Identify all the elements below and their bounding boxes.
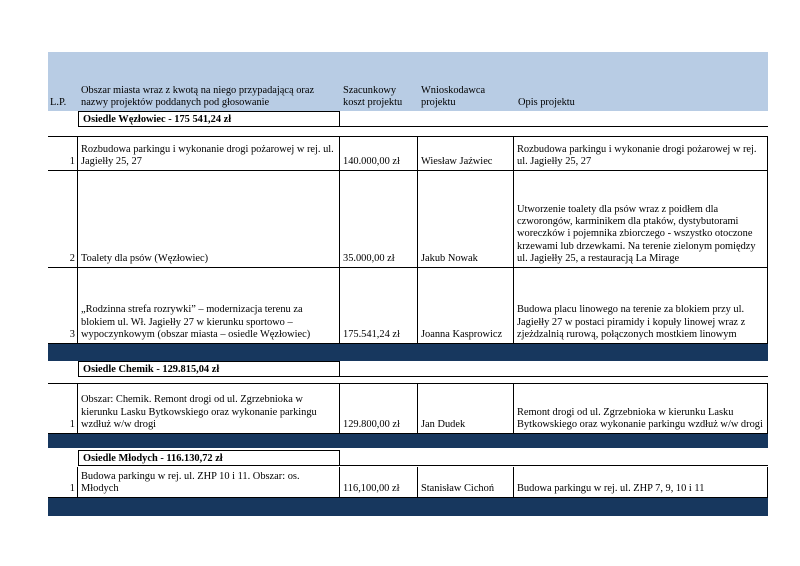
header-lp: L.P. xyxy=(50,97,67,108)
row-name: Obszar: Chemik. Remont drogi od ul. Zgrzebnioka w kierunku Lasku Bytkowskiego oraz wykonanie parkingu wzdłuż w/w drogi xyxy=(81,394,317,430)
header-cost: Szacunkowy koszt projektu xyxy=(343,85,403,108)
row-lp: 1 xyxy=(69,482,75,494)
section-divider xyxy=(48,344,768,361)
table-row xyxy=(48,136,768,171)
row-cost: 129.800,00 zł xyxy=(343,418,400,430)
row-cost: 140.000,00 zł xyxy=(343,155,400,167)
header-area: Obszar miasta wraz z kwotą na niego przypadającą oraz nazwy projektów poddanych pod głosowanie xyxy=(81,85,315,108)
table-header xyxy=(48,52,768,111)
row-applicant: Jakub Nowak xyxy=(421,252,478,264)
row-cost: 116,100,00 zł xyxy=(343,482,400,494)
group-label: Osiedle Chemik - 129.815,04 zł xyxy=(78,361,340,377)
table-row xyxy=(48,268,768,344)
row-applicant: Jan Dudek xyxy=(421,418,466,430)
row-applicant: Stanisław Cichoń xyxy=(421,482,495,494)
table-row xyxy=(48,383,768,434)
row-name: Rozbudowa parkingu i wykonanie drogi pożarowej w rej. ul. Jagiełły 25, 27 xyxy=(81,143,334,167)
row-lp: 1 xyxy=(69,418,75,430)
row-cost: 35.000,00 zł xyxy=(343,252,395,264)
row-name: Budowa parkingu w rej. ul. ZHP 10 i 11. Obszar: os. Młodych xyxy=(81,470,300,494)
row-description: Rozbudowa parkingu i wykonanie drogi pożarowej w rej. ul. Jagiełły 25, 27 xyxy=(517,143,757,167)
group-label: Osiedle Młodych - 116.130,72 zł xyxy=(78,450,340,466)
row-description: Remont drogi od ul. Zgrzebnioka w kierunku Lasku Bytkowskiego oraz wykonanie parkingu wzdłuż w/w drogi xyxy=(517,406,763,430)
group-header xyxy=(48,111,768,128)
row-applicant: Joanna Kasprowicz xyxy=(421,328,503,340)
row-cost: 175.541,24 zł xyxy=(343,328,400,340)
section-divider xyxy=(48,498,768,516)
group-header xyxy=(48,361,768,378)
row-name: „Rodzinna strefa rozrywki” – modernizacja terenu za blokiem ul. Wł. Jagiełły 27 w kierunku sportowo – wypoczynkowym (obszar miasta – osiedle Węzłowiec) xyxy=(81,304,311,340)
table-row xyxy=(48,171,768,268)
row-description: Budowa placu linowego na terenie za blokiem przy ul. Jagiełły 27 w postaci piramidy i kopuły linowej wraz z zjeżdzalnią rurową, połączonych mostkiem linowym xyxy=(517,304,746,340)
row-name: Toalety dla psów (Węzłowiec) xyxy=(81,252,209,264)
section-divider xyxy=(48,434,768,448)
group-label: Osiedle Węzłowiec - 175 541,24 zł xyxy=(78,111,340,127)
group-header xyxy=(48,450,768,467)
table-row xyxy=(48,467,768,498)
row-description: Budowa parkingu w rej. ul. ZHP 7, 9, 10 i 11 xyxy=(517,482,705,494)
row-lp: 3 xyxy=(69,328,75,340)
projects-table xyxy=(48,52,768,516)
header-applicant: Wnioskodawca projektu xyxy=(421,85,486,108)
header-description: Opis projektu xyxy=(518,97,575,108)
row-lp: 2 xyxy=(69,252,75,264)
row-applicant: Wiesław Jaźwiec xyxy=(421,155,493,167)
row-description: Utworzenie toalety dla psów wraz z poidłem dla czworongów, karminikem dla ptaków, dystybutorami woreczków i pojemnika zbiorczego - wszystko otoczone krzewami lub drzewkami. Na terenie zielonym pomiędzy ul. Jagiełły 25, a restauracją La Mirage xyxy=(517,203,756,264)
row-lp: 1 xyxy=(69,155,75,167)
